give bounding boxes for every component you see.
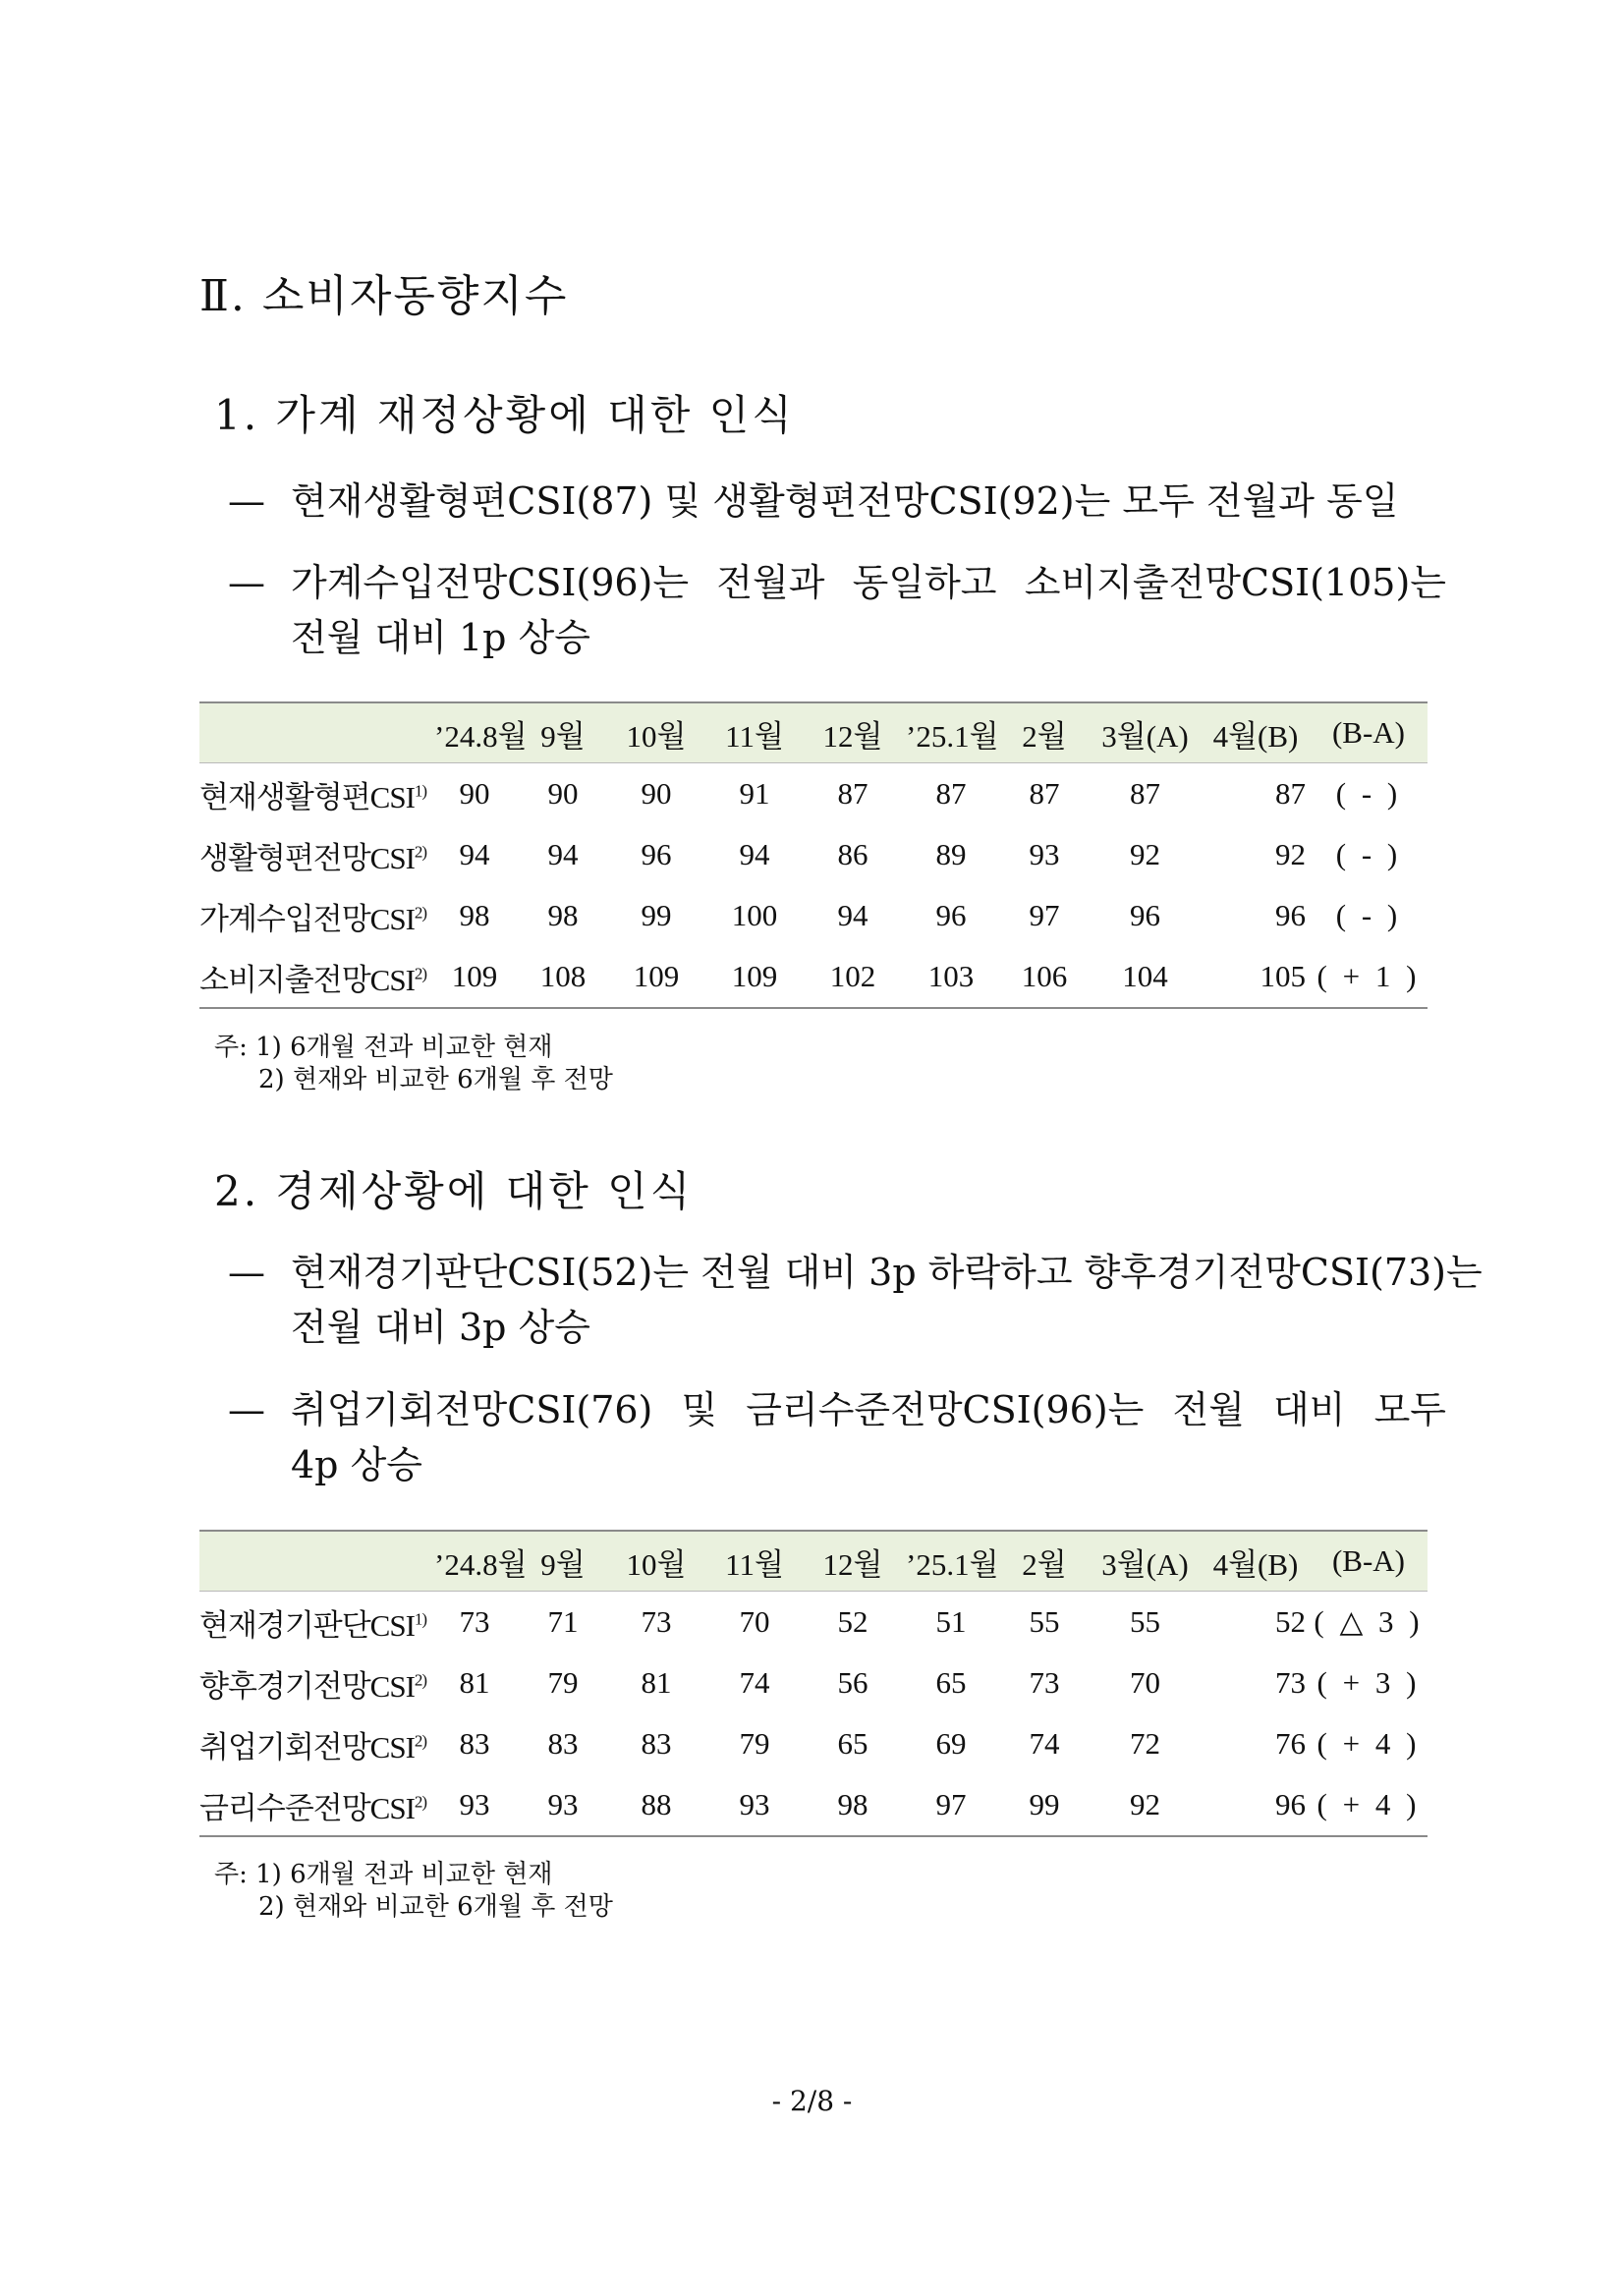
header-cell: ’25.1월 — [902, 702, 1000, 763]
bullet-dash: — — [228, 479, 265, 523]
value-cell: 91 — [739, 776, 770, 811]
bullet-line: 현재생활형편CSI(87) 및 생활형편전망CSI(92)는 모두 전월과 동일 — [291, 479, 1399, 523]
table-row — [199, 946, 1428, 1008]
footnote-marker: 2) — [414, 1670, 427, 1690]
footnote-marker: 2) — [414, 1731, 427, 1751]
change-cell: ( + 3 ) — [1316, 1665, 1421, 1700]
value-cell: 93 — [1029, 837, 1060, 871]
value-cell: 93 — [430, 1774, 519, 1836]
value-cell: 106 — [1000, 946, 1089, 1008]
value-cell: 92 — [1275, 837, 1306, 871]
value-cell: 89 — [935, 837, 967, 871]
value-cell: 52 — [837, 1604, 868, 1639]
bullet-line: 취업기회전망CSI(76) 및 금리수준전망CSI(96)는 전월 대비 모두 — [291, 1388, 1446, 1431]
value-cell: 99 — [641, 898, 672, 932]
row-label — [199, 1774, 430, 1836]
economy-csi-table — [199, 1530, 1428, 1837]
footnote-marker: 2) — [414, 1792, 427, 1812]
value-cell: 96 — [1130, 898, 1160, 932]
header-cell: ’24.8월 — [430, 702, 519, 763]
change-cell: ( - ) — [1335, 776, 1402, 811]
header-cell: 4월(B) — [1202, 702, 1310, 763]
row-label-text: 현재경기판단CSI — [199, 1607, 415, 1643]
value-cell: 104 — [1089, 946, 1202, 1008]
value-cell: 96 — [1202, 1774, 1310, 1836]
footnote-marker: 2) — [414, 903, 427, 923]
change-cell: ( △ 3 ) — [1314, 1604, 1424, 1639]
header-cell: (B-A) — [1310, 1531, 1428, 1592]
value-cell: 87 — [935, 776, 967, 811]
value-cell: 86 — [837, 837, 868, 871]
value-cell: 55 — [1029, 1604, 1060, 1639]
value-cell: 71 — [547, 1604, 579, 1639]
header-cell: ’24.8월 — [430, 1531, 519, 1592]
value-cell: 87 — [1275, 776, 1306, 811]
footnote-line: 주: 1) 6개월 전과 비교한 현재 — [214, 1860, 553, 1889]
value-cell: 70 — [739, 1604, 770, 1639]
header-cell: 10월 — [607, 1531, 705, 1592]
value-cell: 93 — [705, 1774, 804, 1836]
value-cell: 56 — [837, 1665, 868, 1700]
header-cell: 2월 — [1000, 1531, 1089, 1592]
value-cell: 88 — [607, 1774, 705, 1836]
part2-title: 2. 경제상황에 대한 인식 — [214, 1167, 694, 1215]
value-cell: 94 — [837, 898, 868, 932]
table-row — [199, 763, 1428, 825]
footnote-line: 2) 현재와 비교한 6개월 후 전망 — [258, 1065, 613, 1094]
value-cell: 52 — [1275, 1604, 1306, 1639]
header-cell — [199, 702, 430, 763]
row-label — [199, 1592, 430, 1653]
value-cell: 109 — [430, 946, 519, 1008]
value-cell: 73 — [459, 1604, 490, 1639]
section-title: Ⅱ. 소비자동향지수 — [199, 271, 569, 321]
table-footnote — [214, 1859, 613, 1924]
change-cell: ( + 4 ) — [1310, 1774, 1428, 1836]
value-cell: 94 — [459, 837, 490, 871]
header-cell: ’25.1월 — [902, 1531, 1000, 1592]
header-cell: 9월 — [519, 1531, 607, 1592]
value-cell: 73 — [641, 1604, 672, 1639]
row-label-text: 향후경기전망CSI — [199, 1668, 415, 1704]
part2-bullet-1 — [228, 1245, 1483, 1355]
header-cell: 2월 — [1000, 702, 1089, 763]
footnote-marker: 2) — [414, 842, 427, 862]
row-label — [199, 763, 430, 825]
value-cell: 102 — [804, 946, 902, 1008]
value-cell: 83 — [641, 1726, 672, 1761]
row-label-text: 취업기회전망CSI — [199, 1729, 415, 1764]
value-cell: 96 — [641, 837, 672, 871]
footnote-marker: 1) — [414, 1609, 427, 1629]
part1-bullet-1 — [228, 474, 1446, 529]
value-cell: 92 — [1089, 1774, 1202, 1836]
value-cell: 90 — [547, 776, 579, 811]
table-row — [199, 1774, 1428, 1836]
bullet-line: 현재경기판단CSI(52)는 전월 대비 3p 하락하고 향후경기전망CSI(73)는 — [291, 1251, 1483, 1294]
table-footnote — [214, 1032, 613, 1096]
header-cell: 12월 — [804, 1531, 902, 1592]
row-label-text: 금리수준전망CSI — [199, 1790, 415, 1825]
row-label-text: 소비지출전망CSI — [199, 962, 415, 997]
value-cell: 94 — [547, 837, 579, 871]
household-csi-table — [199, 701, 1428, 1009]
bullet-dash: — — [228, 561, 265, 604]
table-row — [199, 1652, 1428, 1713]
value-cell: 55 — [1130, 1604, 1160, 1639]
bullet-line: 4p 상승 — [291, 1443, 422, 1486]
change-cell: ( - ) — [1335, 837, 1402, 871]
change-cell: ( - ) — [1335, 898, 1402, 932]
footnote-line: 주: 1) 6개월 전과 비교한 현재 — [214, 1033, 553, 1062]
value-cell: 100 — [731, 898, 778, 932]
value-cell: 73 — [1275, 1665, 1306, 1700]
header-cell: (B-A) — [1310, 702, 1428, 763]
value-cell: 79 — [547, 1665, 579, 1700]
value-cell: 87 — [1029, 776, 1060, 811]
value-cell: 87 — [1130, 776, 1160, 811]
bullet-dash: — — [228, 1388, 265, 1431]
table-row — [199, 885, 1428, 946]
value-cell: 108 — [519, 946, 607, 1008]
table-header-row — [199, 702, 1428, 763]
table-row — [199, 1592, 1428, 1653]
value-cell: 98 — [459, 898, 490, 932]
bullet-line: 전월 대비 3p 상승 — [291, 1306, 590, 1349]
value-cell: 105 — [1202, 946, 1310, 1008]
part2-bullet-2 — [228, 1382, 1446, 1492]
value-cell: 94 — [739, 837, 770, 871]
value-cell: 81 — [641, 1665, 672, 1700]
row-label — [199, 885, 430, 946]
row-label-text: 생활형편전망CSI — [199, 840, 415, 875]
header-cell: 11월 — [705, 702, 804, 763]
value-cell: 98 — [547, 898, 579, 932]
value-cell: 87 — [837, 776, 868, 811]
part1-title: 1. 가계 재정상황에 대한 인식 — [214, 391, 795, 439]
header-cell — [199, 1531, 430, 1592]
value-cell: 73 — [1029, 1665, 1060, 1700]
value-cell: 97 — [902, 1774, 1000, 1836]
value-cell: 109 — [607, 946, 705, 1008]
header-cell: 3월(A) — [1089, 702, 1202, 763]
value-cell: 96 — [935, 898, 967, 932]
row-label — [199, 946, 430, 1008]
value-cell: 90 — [459, 776, 490, 811]
row-label — [199, 824, 430, 885]
part1-bullet-2 — [228, 555, 1446, 665]
value-cell: 51 — [935, 1604, 967, 1639]
page-number: - 2/8 - — [771, 2085, 853, 2117]
value-cell: 96 — [1275, 898, 1306, 932]
value-cell: 74 — [739, 1665, 770, 1700]
value-cell: 93 — [519, 1774, 607, 1836]
value-cell: 76 — [1275, 1726, 1306, 1761]
footnote-line: 2) 현재와 비교한 6개월 후 전망 — [258, 1892, 613, 1922]
value-cell: 69 — [935, 1726, 967, 1761]
value-cell: 109 — [705, 946, 804, 1008]
value-cell: 65 — [837, 1726, 868, 1761]
change-cell: ( + 1 ) — [1310, 946, 1428, 1008]
header-cell: 10월 — [607, 702, 705, 763]
footnote-marker: 1) — [414, 781, 427, 801]
header-cell: 11월 — [705, 1531, 804, 1592]
header-cell: 9월 — [519, 702, 607, 763]
value-cell: 72 — [1130, 1726, 1160, 1761]
value-cell: 97 — [1029, 898, 1060, 932]
value-cell: 74 — [1029, 1726, 1060, 1761]
row-label-text: 현재생활형편CSI — [199, 779, 415, 814]
row-label-text: 가계수입전망CSI — [199, 901, 415, 936]
footnote-marker: 2) — [414, 964, 427, 983]
table-row — [199, 824, 1428, 885]
value-cell: 83 — [459, 1726, 490, 1761]
value-cell: 70 — [1130, 1665, 1160, 1700]
value-cell: 98 — [804, 1774, 902, 1836]
table-header-row — [199, 1531, 1428, 1592]
row-label — [199, 1713, 430, 1774]
value-cell: 79 — [739, 1726, 770, 1761]
value-cell: 83 — [547, 1726, 579, 1761]
bullet-dash: — — [228, 1251, 265, 1294]
change-cell: ( + 4 ) — [1316, 1726, 1421, 1761]
header-cell: 12월 — [804, 702, 902, 763]
value-cell: 81 — [459, 1665, 490, 1700]
value-cell: 99 — [1000, 1774, 1089, 1836]
row-label — [199, 1652, 430, 1713]
header-cell: 3월(A) — [1089, 1531, 1202, 1592]
bullet-line: 가계수입전망CSI(96)는 전월과 동일하고 소비지출전망CSI(105)는 — [291, 561, 1446, 604]
table-row — [199, 1713, 1428, 1774]
value-cell: 65 — [935, 1665, 967, 1700]
value-cell: 103 — [902, 946, 1000, 1008]
value-cell: 90 — [641, 776, 672, 811]
value-cell: 92 — [1130, 837, 1160, 871]
header-cell: 4월(B) — [1202, 1531, 1310, 1592]
bullet-line: 전월 대비 1p 상승 — [291, 616, 590, 659]
